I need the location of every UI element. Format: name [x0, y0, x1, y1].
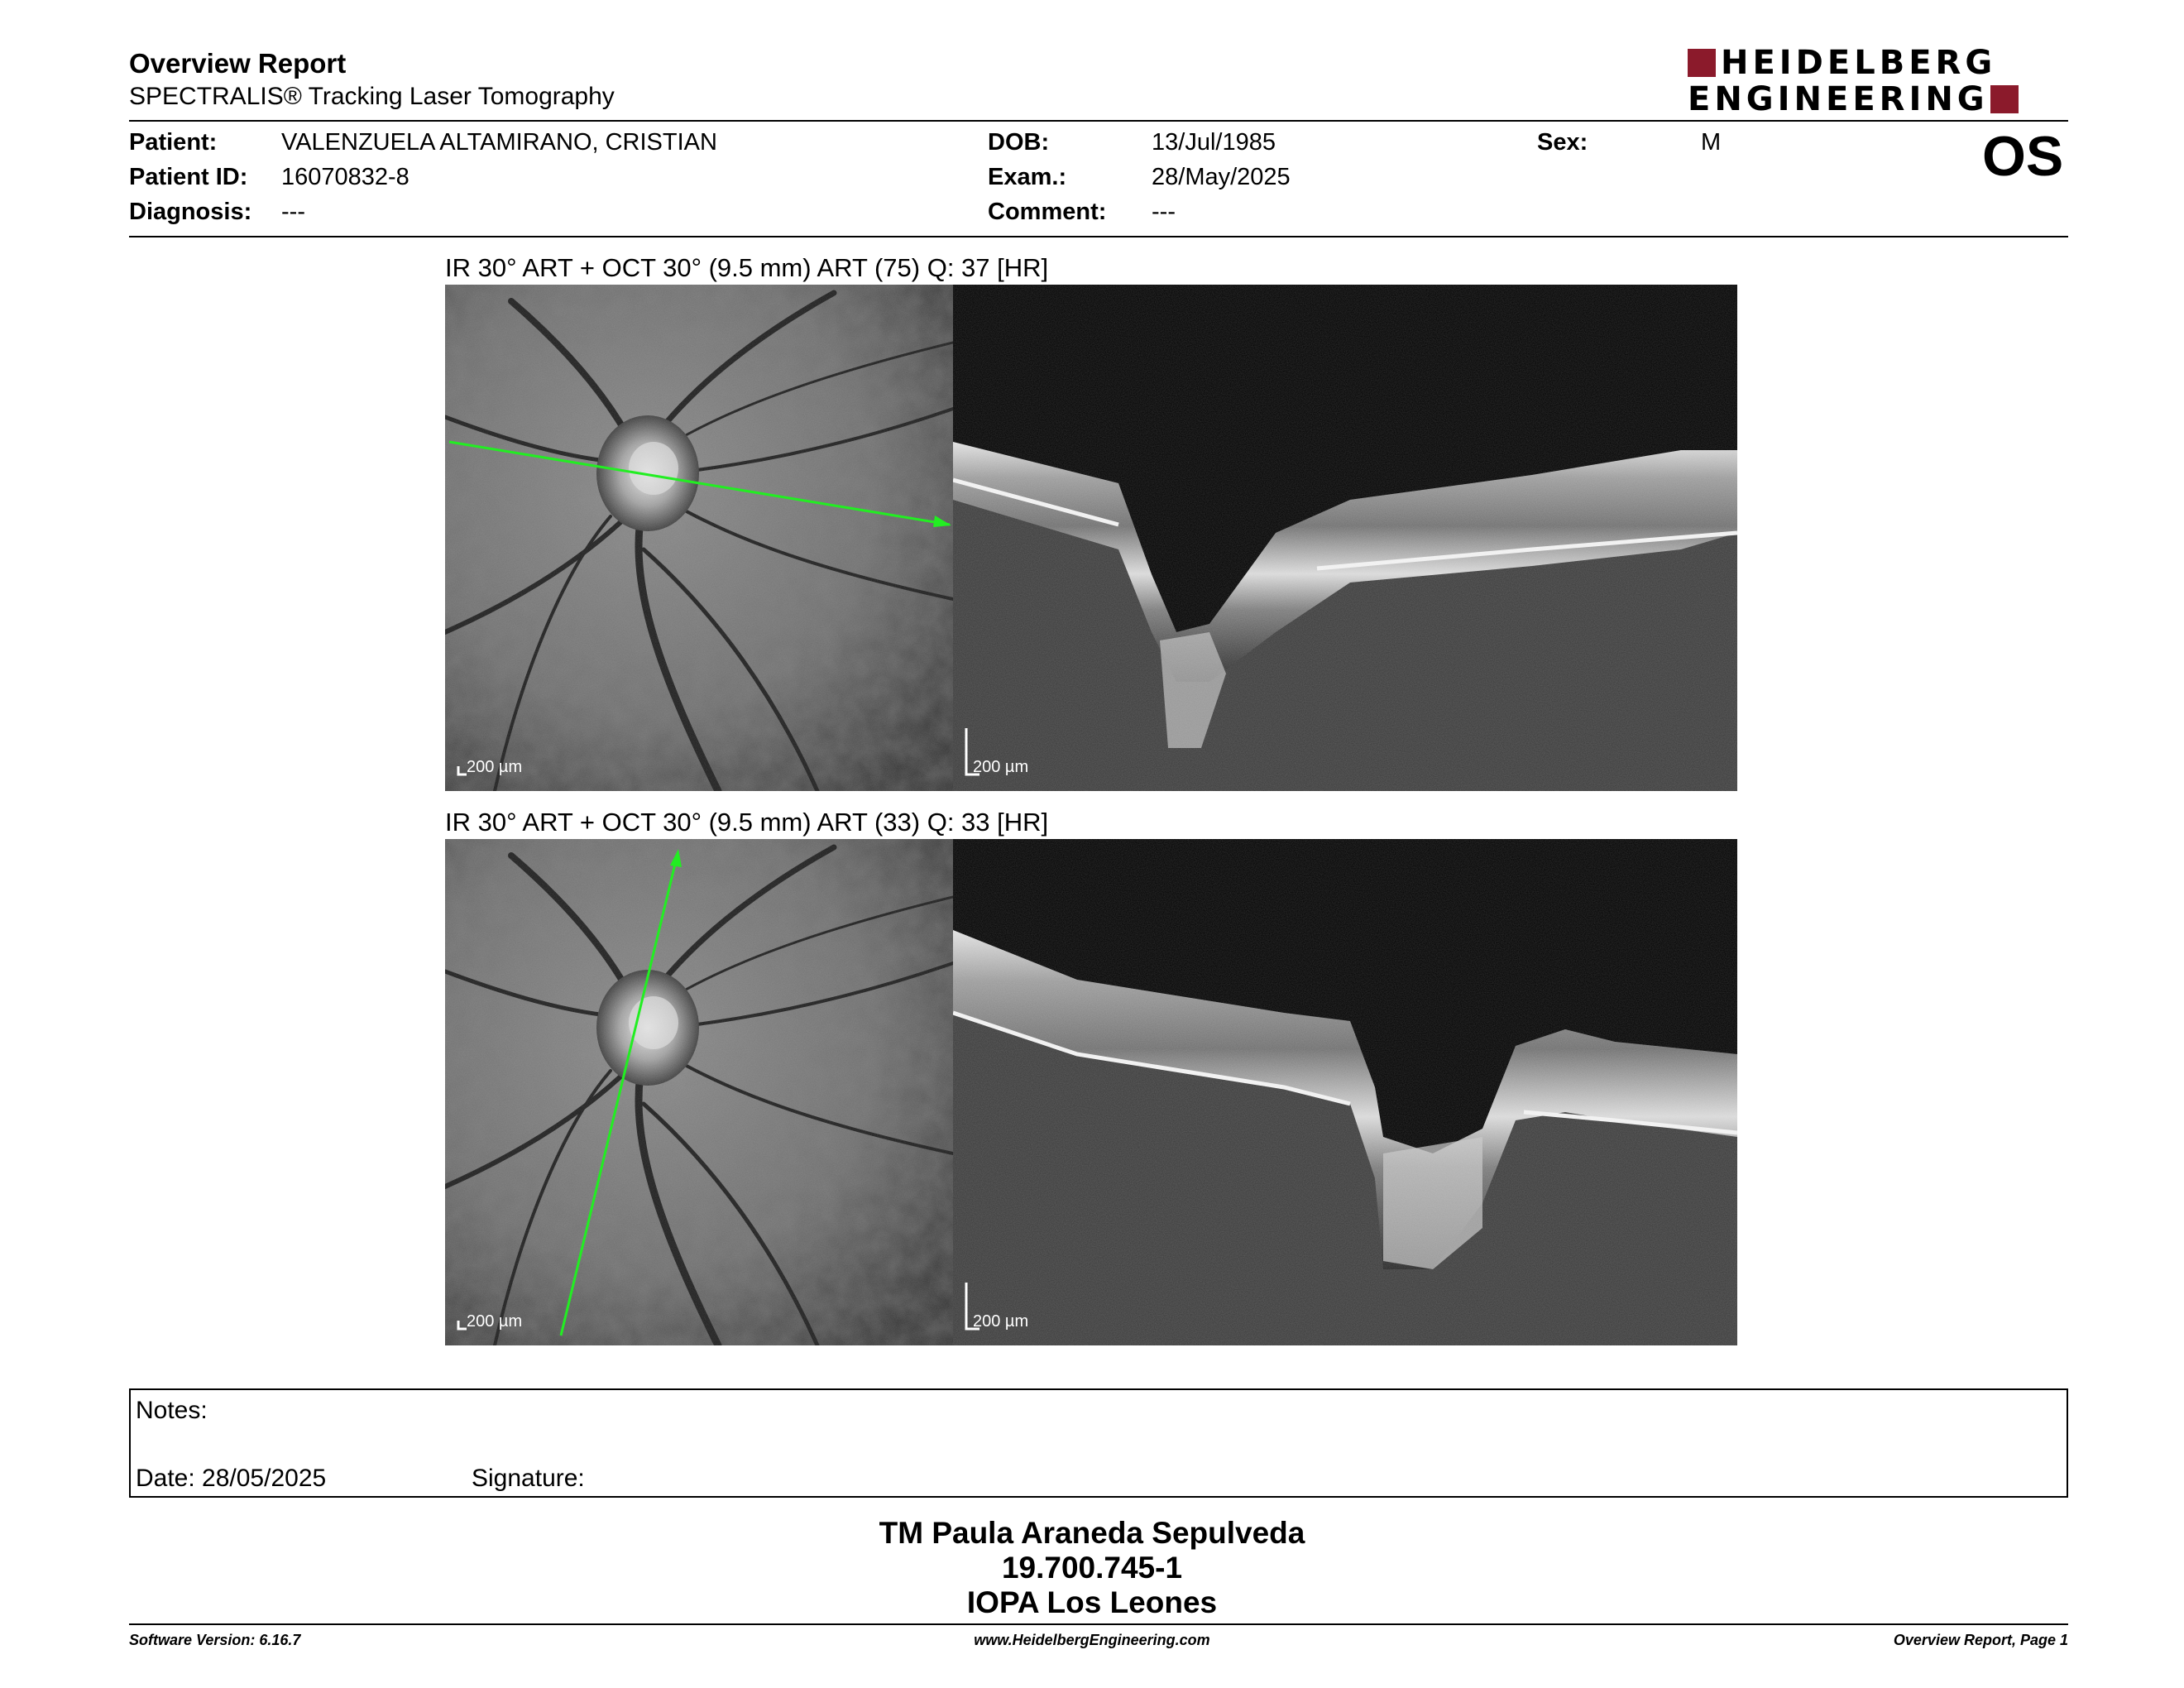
notes-label: Notes: [136, 1397, 208, 1424]
patient-id: 16070832-8 [281, 164, 410, 190]
sex-label: Sex: [1537, 129, 1588, 156]
logo-square-icon [1990, 85, 2019, 113]
heidelberg-logo [1688, 46, 2067, 116]
page-indicator: Overview Report, Page 1 [1893, 1632, 2068, 1648]
scan-2-caption: IR 30° ART + OCT 30° (9.5 mm) ART (33) Q: 33 [HR] [445, 808, 1049, 837]
comment-label: Comment: [988, 199, 1107, 225]
diagnosis-value: --- [281, 199, 305, 225]
scan-1-fundus-image[interactable] [445, 285, 953, 791]
scan-1-caption: IR 30° ART + OCT 30° (9.5 mm) ART (75) Q: 37 [HR] [445, 253, 1049, 282]
patient-divider [129, 236, 2068, 237]
software-version: Software Version: 6.16.7 [129, 1632, 301, 1648]
patient-name: VALENZUELA ALTAMIRANO, CRISTIAN [281, 129, 717, 156]
signature-label: Signature: [472, 1465, 585, 1492]
report-subtitle: SPECTRALIS® Tracking Laser Tomography [129, 83, 615, 110]
logo-line-2: ENGINEERING [1688, 80, 1989, 118]
dob-value: 13/Jul/1985 [1152, 129, 1276, 156]
scan-2-oct-image[interactable] [953, 839, 1737, 1345]
scan-1-oct-scale: 200 µm [973, 758, 1029, 776]
exam-value: 28/May/2025 [1152, 164, 1291, 190]
footer-divider [129, 1623, 2068, 1625]
logo-square-icon [1688, 49, 1716, 77]
exam-label: Exam.: [988, 164, 1067, 190]
scan-2-oct-scale: 200 µm [973, 1312, 1029, 1331]
notes-date: Date: 28/05/2025 [136, 1465, 327, 1492]
logo-line-1: HEIDELBERG [1721, 44, 1997, 82]
scan-2-fundus-scale: 200 µm [467, 1312, 523, 1331]
diagnosis-label: Diagnosis: [129, 199, 252, 225]
signatory-clinic: IOPA Los Leones [966, 1585, 1218, 1619]
dob-label: DOB: [988, 129, 1050, 156]
signatory-id: 19.700.745-1 [1001, 1551, 1183, 1585]
website-link[interactable]: www.HeidelbergEngineering.com [974, 1632, 1210, 1648]
report-title: Overview Report [129, 48, 347, 79]
scan-1-fundus-scale: 200 µm [467, 758, 523, 776]
eye-indicator: OS [1982, 125, 2064, 188]
notes-box[interactable] [129, 1388, 2068, 1498]
header-divider [129, 120, 2068, 122]
patient-label: Patient: [129, 129, 218, 156]
scan-1-oct-image[interactable] [953, 285, 1737, 791]
scan-2-fundus-image[interactable] [445, 839, 953, 1345]
signatory-name: TM Paula Araneda Sepulveda [879, 1516, 1305, 1550]
patient-id-label: Patient ID: [129, 164, 248, 190]
sex-value: M [1701, 129, 1722, 156]
comment-value: --- [1152, 199, 1176, 225]
